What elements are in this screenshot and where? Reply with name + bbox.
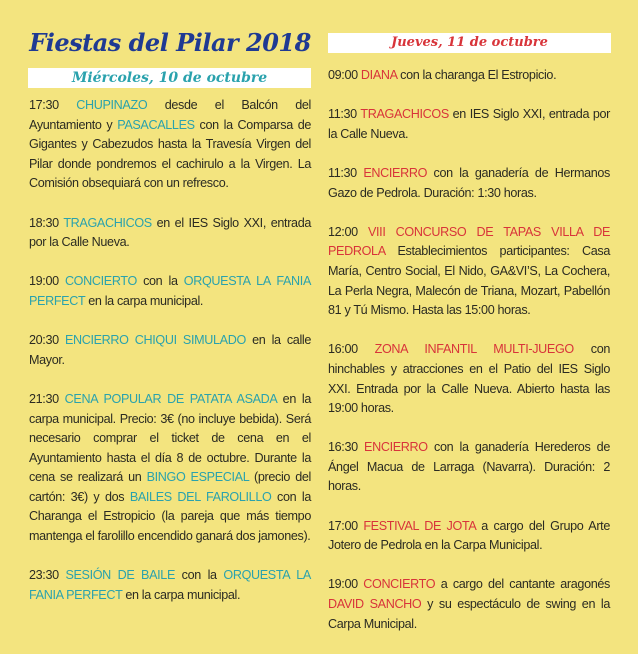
event-time: 12:00 <box>328 224 358 239</box>
event-item <box>29 272 311 311</box>
event-highlight: TRAGACHICOS <box>63 215 152 230</box>
page-title: Fiestas del Pilar 2018 <box>29 28 311 57</box>
event-highlight: FESTIVAL DE JOTA <box>363 518 476 533</box>
event-text: en la carpa municipal. Precio: 3€ (no incluye bebida). Será necesario comprar el ticket de cena en el Ayuntamiento hasta el día 8 de octubre. Durante la cena se realizará un <box>29 391 311 485</box>
event-text: con la Charanga el Estropicio (la pareja que más tiempo mantenga el farolillo encendido ganará dos jamones). <box>29 489 312 544</box>
event-highlight: CONCIERTO <box>64 274 137 289</box>
event-time: 18:30 <box>29 215 59 230</box>
day-heading-thursday: Jueves, 11 de octubre <box>328 33 611 53</box>
event-time: 11:30 <box>328 165 357 180</box>
event-highlight: CONCIERTO <box>363 577 436 592</box>
event-highlight: BAILES DEL FAROLILLO <box>129 489 272 504</box>
event-highlight: DAVID SANCHO <box>328 597 422 612</box>
event-text: desde el Balcón del Ayuntamiento y <box>29 98 311 132</box>
event-time: 09:00 <box>328 68 358 82</box>
event-text: en la carpa municipal. <box>122 587 241 602</box>
event-text: a cargo del cantante aragonés <box>435 577 610 592</box>
event-text: con la charanga El Estropicio. <box>396 68 557 82</box>
event-text: con la <box>175 568 224 583</box>
event-time: 16:00 <box>328 342 358 357</box>
event-time: 20:30 <box>29 333 59 348</box>
event-item <box>328 517 610 556</box>
event-text: (precio del cartón: 3€) y dos <box>29 470 311 504</box>
event-time: 19:00 <box>29 274 59 289</box>
event-highlight: CHUPINAZO <box>76 98 148 112</box>
event-highlight: SESIÓN DE BAILE <box>65 568 176 583</box>
event-highlight: ORQUESTA LA FANIA PERFECT <box>29 568 311 602</box>
event-highlight: BINGO ESPECIAL <box>146 470 249 485</box>
event-time: 17:00 <box>328 518 358 533</box>
event-time: 21:30 <box>29 391 59 406</box>
event-highlight: PASACALLES <box>117 117 195 132</box>
event-highlight: VIII CONCURSO DE TAPAS VILLA DE PEDROLA <box>328 224 610 259</box>
event-time: 17:30 <box>29 98 59 112</box>
event-item <box>29 331 311 370</box>
event-item <box>328 340 610 418</box>
event-item <box>29 96 311 194</box>
event-item <box>328 164 610 203</box>
event-text: Establecimientos participantes: Casa María, Centro Social, El Nido, GA&VI’S, La Cochera, La Perla Negra, Malecón de Triana, Mozart, Pabellón 81 y Tú Mismo. Hasta las 15:00 horas. <box>328 244 610 318</box>
event-text: en la carpa municipal. <box>85 293 204 308</box>
schedule-column-wednesday <box>29 96 311 625</box>
event-time: 23:30 <box>29 568 59 583</box>
event-highlight: ORQUESTA LA FANIA PERFECT <box>29 274 311 308</box>
event-highlight: ENCIERRO CHIQUI SIMULADO <box>64 333 246 348</box>
event-text: con la ganadería de Hermanos Gazo de Pedrola. Duración: 1:30 horas. <box>328 165 610 200</box>
event-time: 16:30 <box>328 440 358 455</box>
event-highlight: ENCIERRO <box>363 165 428 180</box>
event-text: y su espectáculo de swing en la Carpa Municipal. <box>328 597 610 631</box>
event-highlight: ENCIERRO <box>364 440 428 455</box>
day-heading-wednesday: Miércoles, 10 de octubre <box>28 68 311 88</box>
event-highlight: TRAGACHICOS <box>360 107 449 122</box>
event-item <box>328 66 610 86</box>
event-text: con la ganadería Herederos de Ángel Macua de Larraga (Navarra). Duración: 2 horas. <box>328 440 610 494</box>
event-text: a cargo del Grupo Arte Jotero de Pedrola en la Carpa Municipal. <box>328 518 610 553</box>
event-text: en el IES Siglo XXI, entrada por la Calle Nueva. <box>29 215 312 250</box>
event-highlight: CENA POPULAR DE PATATA ASADA <box>64 391 277 406</box>
event-text: con hinchables y atracciones en el Patio del IES Siglo XXI. Entrada por la Calle Nueva. Abierto hasta las 19:00 horas. <box>328 342 611 416</box>
event-text: con la Comparsa de Gigantes y Cabezudos hasta la Travesía Virgen del Pilar donde pondremos el cachirulo a la Virgen. La Comisión obsequiará con un refresco. <box>29 117 312 191</box>
event-text: con la <box>136 274 184 289</box>
event-item <box>328 438 610 497</box>
event-highlight: ZONA INFANTIL MULTI-JUEGO <box>374 342 574 357</box>
event-text: en la calle Mayor. <box>29 333 311 367</box>
event-time: 11:30 <box>328 107 357 122</box>
event-item <box>328 223 610 321</box>
event-item <box>328 105 610 144</box>
event-time: 19:00 <box>328 577 358 592</box>
schedule-column-thursday <box>328 66 610 654</box>
event-text: en IES Siglo XXI, entrada por la Calle Nueva. <box>328 107 610 141</box>
event-item <box>29 566 311 605</box>
event-item <box>328 575 610 634</box>
event-item <box>29 214 311 253</box>
event-highlight: DIANA <box>360 68 397 82</box>
event-item <box>29 390 311 547</box>
